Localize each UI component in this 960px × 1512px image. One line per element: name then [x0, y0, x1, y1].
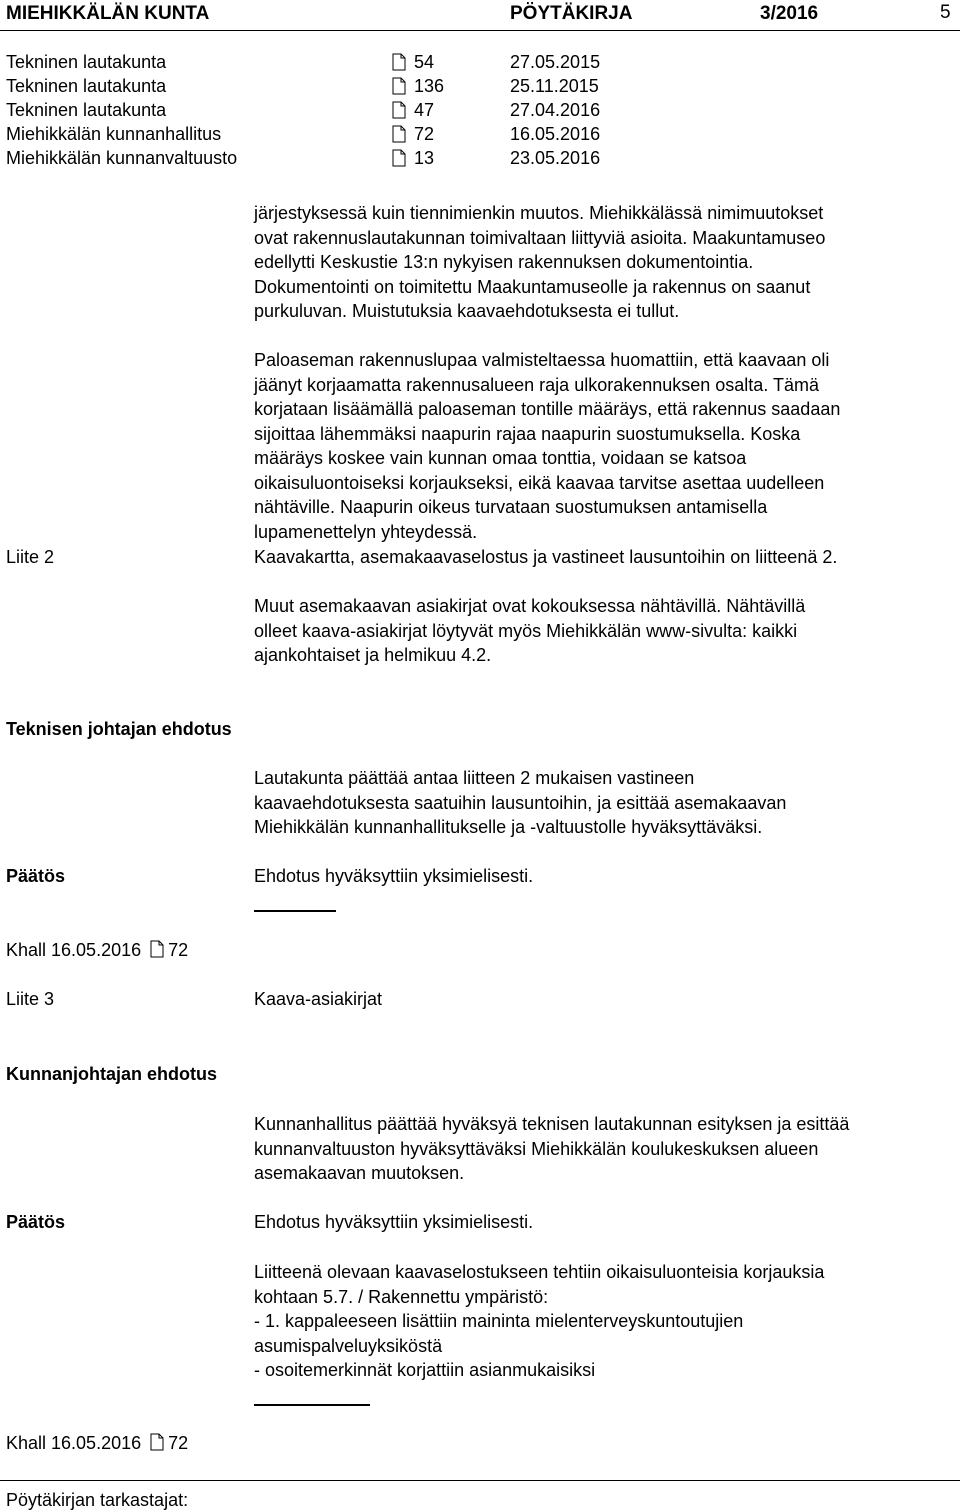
- text-line: Miehikkälän kunnanhallitukselle ja -valtuustolle hyväksyttäväksi.: [254, 817, 763, 837]
- proposal-text: [254, 1112, 849, 1186]
- history-body: Miehikkälän kunnanvaltuusto: [6, 148, 238, 168]
- history-item: 136: [414, 76, 445, 96]
- history-item: 47: [414, 100, 435, 120]
- municipality-name: MIEHIKKÄLÄN KUNTA: [6, 3, 210, 24]
- minutes-checkers-label: Pöytäkirjan tarkastajat:: [6, 1490, 189, 1510]
- meeting-reference-text: Khall 16.05.2016: [6, 940, 142, 960]
- text-line: kunnanvaltuuston hyväksyttäväksi Miehikkälän koulukeskuksen alueen: [254, 1138, 819, 1159]
- meeting-reference: [6, 1431, 188, 1455]
- document-number: 3/2016: [760, 3, 819, 24]
- text-line: Paloaseman rakennuslupaa valmisteltaessa huomattiin, että kaavaan oli: [254, 350, 830, 370]
- end-rule: [254, 1404, 370, 1406]
- text-line: kohtaan 5.7. / Rakennettu ympäristö:: [254, 1286, 549, 1307]
- text-line: Liitteenä olevaan kaavaselostukseen tehtiin oikaisuluonteisia korjauksia: [254, 1262, 825, 1282]
- meeting-reference: [6, 938, 188, 962]
- history-body: Tekninen lautakunta: [6, 52, 167, 72]
- text-line: purkuluvan. Muistutuksia kaavaehdotuksesta ei tullut.: [254, 301, 680, 321]
- footer-rule: [0, 1480, 960, 1481]
- decision-text: Ehdotus hyväksyttiin yksimielisesti.: [254, 866, 534, 886]
- text-line: ajankohtaiset ja helmikuu 4.2.: [254, 645, 492, 665]
- history-date: 16.05.2016: [510, 124, 601, 144]
- text-line: oikaisuluontoiseksi korjaukseksi, eikä kaavaa tarvitse asettaa uudelleen: [254, 472, 825, 493]
- paragraph-link-icon: [150, 1433, 164, 1451]
- body-paragraph-3: [254, 594, 805, 668]
- proposal-text: [254, 766, 786, 840]
- attachment-label: Liite 3: [6, 989, 55, 1009]
- attachment-label: Liite 2: [6, 547, 55, 567]
- history-body: Miehikkälän kunnanhallitus: [6, 124, 222, 144]
- history-date: 27.05.2015: [510, 52, 601, 72]
- text-line: järjestyksessä kuin tiennimienkin muutos. Miehikkälässä nimimuutokset: [254, 203, 824, 223]
- history-date: 23.05.2016: [510, 148, 601, 168]
- text-line: Muut asemakaavan asiakirjat ovat kokouksessa nähtävillä. Nähtävillä: [254, 596, 806, 616]
- text-line: korjataan lisäämällä paloaseman tontille määräys, että rakennus saadaan: [254, 399, 841, 419]
- text-line: ovat rakennuslautakunnan toimivaltaan liittyviä asioita. Maakuntamuseo: [254, 227, 826, 248]
- header-rule: [0, 30, 960, 31]
- history-date: 25.11.2015: [510, 76, 599, 96]
- history-date: 27.04.2016: [510, 100, 601, 120]
- attachment-text: Kaavakartta, asemakaavaselostus ja vastineet lausuntoihin on liitteenä 2.: [254, 547, 838, 567]
- meeting-reference-item: 72: [168, 940, 189, 960]
- text-line: lupamenettelyn yhteydessä.: [254, 521, 478, 542]
- paragraph-link-icon: [150, 940, 164, 958]
- end-rule: [254, 910, 336, 912]
- paragraph-link-icon: [392, 125, 406, 143]
- section-heading: Teknisen johtajan ehdotus: [6, 719, 232, 739]
- document-type: PÖYTÄKIRJA: [510, 3, 633, 24]
- text-line: - 1. kappaleeseen lisättiin maininta mielenterveyskuntoutujien: [254, 1311, 744, 1331]
- text-line: määräys koskee vain kunnan omaa tonttia, voidaan se katsoa: [254, 448, 747, 468]
- history-item: 54: [414, 52, 435, 72]
- body-paragraph-1: [254, 201, 825, 324]
- text-line: - osoitemerkinnät korjattiin asianmukaisiksi: [254, 1360, 596, 1380]
- decision-text: Ehdotus hyväksyttiin yksimielisesti.: [254, 1212, 534, 1232]
- text-line: asemakaavan muutoksen.: [254, 1163, 465, 1183]
- text-line: nähtäville. Naapurin oikeus turvataan suostumuksen antamisella: [254, 497, 768, 517]
- paragraph-link-icon: [392, 53, 406, 71]
- text-line: Kunnanhallitus päättää hyväksyä teknisen lautakunnan esityksen ja esittää: [254, 1114, 850, 1134]
- page-number: 5: [940, 2, 951, 23]
- meeting-reference-text: Khall 16.05.2016: [6, 1433, 142, 1453]
- text-line: Lautakunta päättää antaa liitteen 2 mukaisen vastineen: [254, 768, 695, 788]
- history-body: Tekninen lautakunta: [6, 100, 167, 120]
- decision-label: Päätös: [6, 1212, 66, 1232]
- text-line: kaavaehdotuksesta saatuihin lausuntoihin, ja esittää asemakaavan: [254, 792, 787, 813]
- meeting-reference-item: 72: [168, 1433, 189, 1453]
- paragraph-link-icon: [392, 101, 406, 119]
- decision-label: Päätös: [6, 866, 66, 886]
- text-line: Dokumentointi on toimitettu Maakuntamuseolle ja rakennus on saanut: [254, 276, 811, 297]
- attachment-text: Kaava-asiakirjat: [254, 989, 383, 1009]
- text-line: sijoittaa lähemmäksi naapurin rajaa naapurin suostumuksella. Koska: [254, 423, 801, 444]
- text-line: edellytti Keskustie 13:n nykyisen rakennuksen dokumentointia.: [254, 252, 754, 272]
- body-paragraph-2: [254, 348, 840, 544]
- text-line: olleet kaava-asiakirjat löytyvät myös Miehikkälän www-sivulta: kaikki: [254, 620, 798, 641]
- correction-notes: [254, 1260, 824, 1383]
- paragraph-link-icon: [392, 149, 406, 167]
- text-line: jäänyt korjaamatta rakennusalueen raja ulkorakennuksen osalta. Tämä: [254, 374, 820, 395]
- section-heading: Kunnanjohtajan ehdotus: [6, 1064, 217, 1084]
- history-item: 13: [414, 148, 435, 168]
- history-item: 72: [414, 124, 435, 144]
- paragraph-link-icon: [392, 77, 406, 95]
- text-line: asumispalveluyksiköstä: [254, 1335, 443, 1356]
- history-body: Tekninen lautakunta: [6, 76, 167, 96]
